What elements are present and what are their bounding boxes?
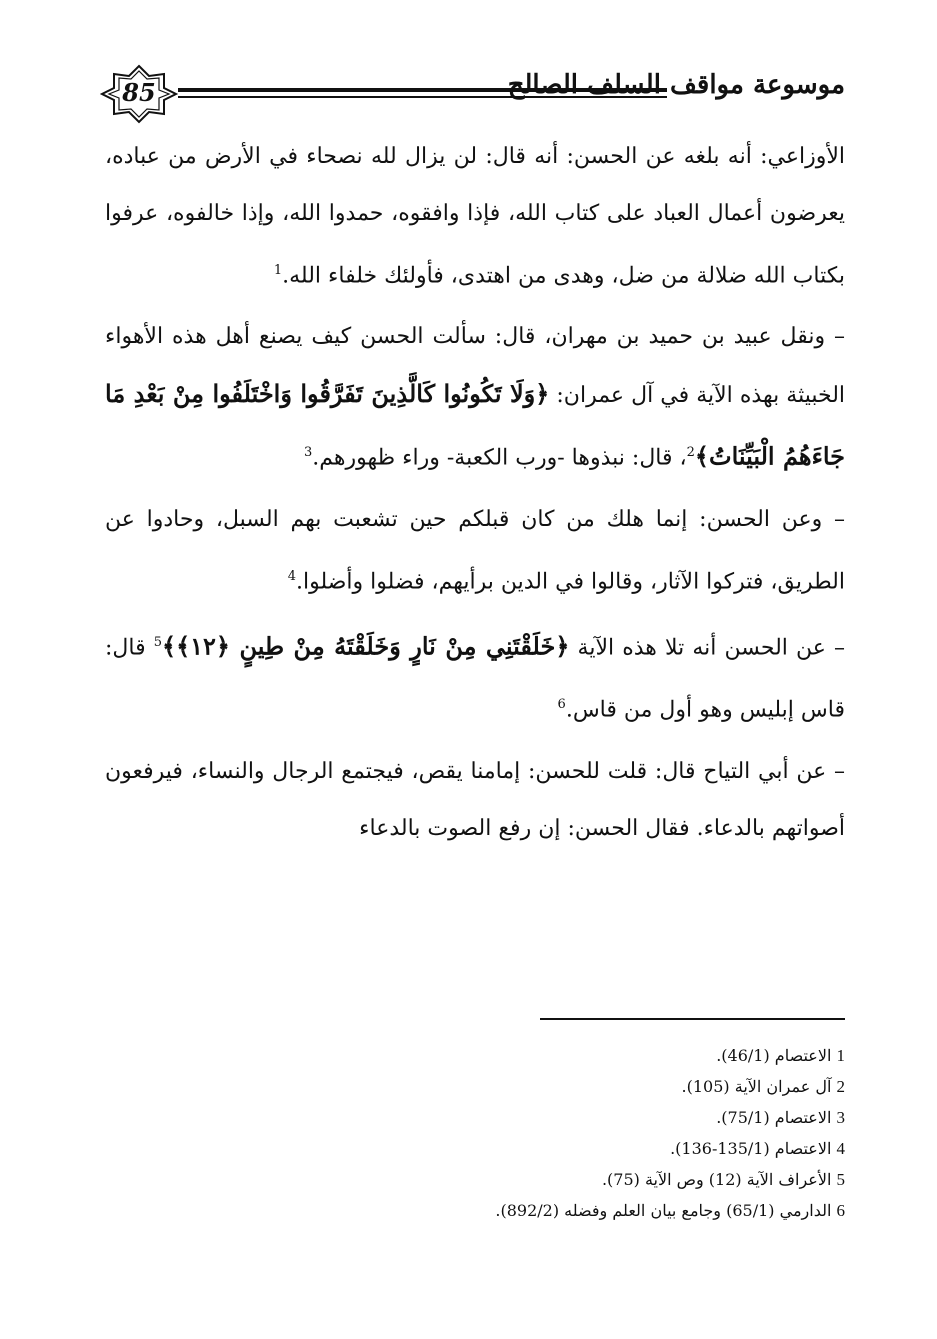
paragraph: – ونقل عبيد بن حميد بن مهران، قال: سألت الحسن كيف يصنع أهل هذه الأهواء الخبيثة بهذه الآية في آل عمران: ﴿وَلَا تَكُونُوا كَالَّذِينَ تَفَرَّقُوا وَاخْتَلَفُوا مِنْ بَعْدِ مَا جَاءَهُمُ الْبَيِّنَاتُ﴾$^2$، قال: نبذوها -ورب الكعبة- وراء ظهورهم.$^3$: [105, 324, 846, 471]
footnote-ref: 3: [304, 445, 313, 461]
footnote: 2 آل عمران الآية (105).: [681, 1077, 845, 1096]
paragraph: الأوزاعي: أنه بلغه عن الحسن: أنه قال: لن يزال لله نصحاء في الأرض من عباده، يعرضون أعمال العباد على كتاب الله، فإذا وافقوه، حمدوا الله، وإذا خالفوه، عرفوا بكتاب الله ضلالة من ضل، وهدى من اهتدى، فأولئك خلفاء الله.$^1$: [105, 144, 845, 289]
footnote-separator: [540, 1018, 845, 1020]
footnote-ref: 4: [287, 568, 296, 584]
quran-verse: ﴿وَلَا تَكُونُوا كَالَّذِينَ تَفَرَّقُوا وَاخْتَلَفُوا مِنْ بَعْدِ مَا جَاءَهُمُ الْبَيِّنَاتُ﴾: [105, 379, 845, 471]
main-text: [105, 128, 845, 857]
paragraph: – عن أبي التياح قال: قلت للحسن: إمامنا يقص، فيجتمع الرجال والنساء، فيرفعون أصواتهم بالدعاء. فقال الحسن: إن رفع الصوت بالدعاء: [105, 758, 845, 841]
quran-verse: ﴿خَلَقْتَنِي مِنْ نَارٍ وَخَلَقْتَهُ مِنْ طِينٍ ﴿١٢﴾﴾: [162, 631, 570, 661]
footnote: 1 الاعتصام (46/1).: [716, 1046, 845, 1065]
page-number-badge: [100, 64, 178, 124]
page-number: 85: [122, 78, 156, 107]
footnote-ref: 2: [686, 445, 695, 461]
footnotes: [400, 1040, 845, 1226]
paragraph: – عن الحسن أنه تلا هذه الآية ﴿خَلَقْتَنِي مِنْ نَارٍ وَخَلَقْتَهُ مِنْ طِينٍ ﴿١٢﴾﴾$^5$ قال: قاس إبليس وهو أول من قاس.$^6$: [105, 631, 846, 723]
footnote-ref: 6: [557, 697, 566, 713]
footnote-ref: 5: [153, 634, 163, 650]
footnote: 5 الأعراف الآية (12) وص الآية (75).: [601, 1170, 845, 1189]
footnote: 4 الاعتصام (135/1-136).: [670, 1139, 845, 1158]
footnote: 3 الاعتصام (75/1).: [716, 1108, 845, 1127]
footnote: 6 الدارمي (65/1) وجامع بيان العلم وفضله (892/2).: [495, 1201, 845, 1220]
page-header: [100, 70, 845, 130]
paragraph: – وعن الحسن: إنما هلك من كان قبلكم حين تشعبت بهم السبل، وحادوا عن الطريق، فتركوا الآثار، وقالوا في الدين برأيهم، فضلوا وأضلوا.$^4$: [105, 506, 845, 594]
footnote-ref: 1: [273, 263, 283, 278]
book-title: موسوعة مواقف السلف الصالح: [507, 70, 845, 100]
